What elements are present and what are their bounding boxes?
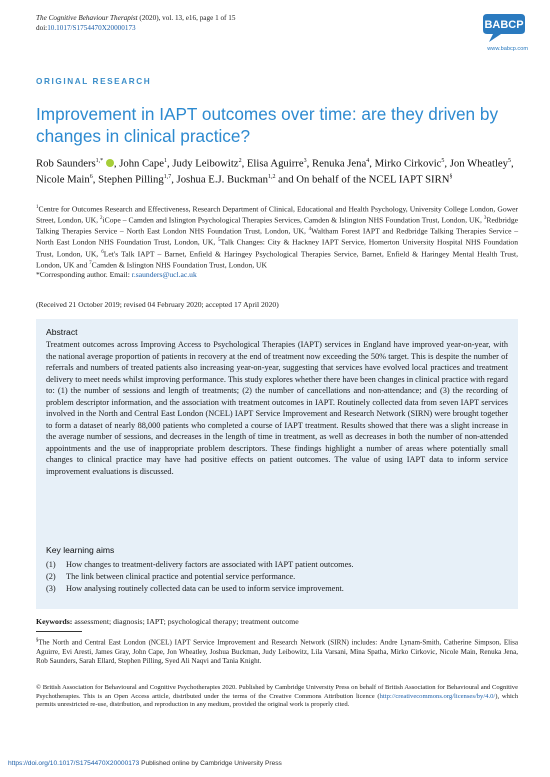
abstract-heading: Abstract bbox=[46, 327, 78, 337]
affil-sup: 1 bbox=[36, 205, 39, 210]
author-name[interactable]: Jon Wheatley bbox=[449, 157, 509, 170]
author-affil-sup: 3 bbox=[303, 158, 307, 164]
author-name[interactable]: Judy Leibowitz bbox=[172, 157, 239, 170]
keywords-label: Keywords: bbox=[36, 617, 73, 626]
abstract-text: Treatment outcomes across Improving Access to Psychological Therapies (IAPT) services in England have improved year-on-year, with the national average proportion of patients in recovery at the end of treatment now exceeding the 50% target. This is despite the number of referrals and numbers of treated patients also increasing year-on-year, suggesting that services have evolved local practices and treatment delivery to meet needs whilst improving performance. This study explores whether there have been changes in clinical practice with regard to: (1) the number of sessions and length of treatments; (2) the number of cancellations and non-attendance; and (3) the recording of problem descriptor information, and the association with treatment outcomes in IAPT. Routinely collected data from seven IAPT services involved in the North and Central East London (NCEL) IAPT Service Improvement and Research Network (SIRN) were brought together to form a dataset of nearly 88,000 patients who completed a course of IAPT treatment. Results showed that there was a slight increase in the average number of sessions, and decreases in the length of time in treatment, as well as decreases in both the number of non-attended appointments and the use of inappropriate problem descriptors. These findings highlight a number of areas where potentially small changes to clinical practice may have had positive effects on patient outcomes. The value of using IAPT data to inform service improvement evaluations is discussed. bbox=[46, 340, 509, 476]
affiliation: Camden & Islington NHS Foundation Trust, London, UK bbox=[91, 260, 267, 270]
babcp-logo bbox=[481, 12, 527, 44]
affil-sup: 3 bbox=[483, 216, 487, 222]
author-name[interactable]: Rob Saunders bbox=[36, 157, 96, 170]
affiliation: Centre for Outcomes Research and Effectiveness, Research Department of Clinical, Educational and Health Psychology, University College London, Gower Street, London, UK, bbox=[36, 204, 518, 225]
author-affil-sup: 6 bbox=[89, 173, 93, 180]
footnote-sup: § bbox=[36, 638, 39, 643]
logo-text: BABCP bbox=[484, 19, 524, 31]
affiliation: Waltham Forest IAPT and Redbridge Talking Therapies Service – North East London NHS Foundation Trust, London, UK, bbox=[36, 226, 519, 247]
authors-tail: and On behalf of the NCEL IAPT SIRN bbox=[278, 173, 450, 186]
author-name[interactable]: Nicole Main bbox=[36, 173, 90, 186]
affil-sup: 6 bbox=[101, 249, 104, 255]
keywords bbox=[36, 617, 299, 626]
list-text: The link between clinical practice and potential service performance. bbox=[66, 572, 296, 581]
author-affil-sup: 5 bbox=[508, 158, 512, 164]
keywords-text: assessment; diagnosis; IAPT; psychological therapy; treatment outcome bbox=[74, 617, 299, 626]
license-text-end: ), which permits unrestricted re-use, distribution, and reproduction in any medium, provided the original work is properly cited. bbox=[36, 692, 519, 709]
author-affil-sup: 5 bbox=[441, 158, 445, 164]
journal-volume: (2020), vol. 13, e16, page 1 of 15 bbox=[139, 14, 236, 22]
bottom-doi-link[interactable]: https://doi.org/10.1017/S1754470X20000173 bbox=[8, 760, 140, 767]
article-title: Improvement in IAPT outcomes over time: are they driven by changes in clinical practice? bbox=[36, 104, 499, 146]
section-label: ORIGINAL RESEARCH bbox=[36, 77, 152, 86]
list-item bbox=[46, 559, 508, 571]
authors-tail-sup: § bbox=[449, 173, 453, 180]
list-number: (2) bbox=[46, 572, 56, 581]
affiliation: Talk Changes: City & Hackney IAPT Service, Homerton University Hospital NHS Foundation Trust, London, UK, bbox=[36, 237, 519, 259]
license-link[interactable]: http://creativecommons.org/licenses/by/4.0/ bbox=[379, 692, 496, 700]
affil-sup: 5 bbox=[218, 238, 221, 244]
author-affil-sup: 1,2 bbox=[267, 173, 276, 180]
author-name[interactable]: John Cape bbox=[119, 157, 165, 170]
author-name[interactable]: Elisa Aguirre bbox=[246, 157, 304, 170]
footnote-text: The North and Central East London (NCEL) IAPT Service Improvement and Research Network (SIRN) includes: Andre Lynam-Smith, Catherine Simpson, Elisa Aguirre, Evi Aresti, James Gray, John Cape, Jon Wheatley, Joshua Buckman, Judy Leibowitz, Lila Varsani, Mina Spatha, Mirko Cirkovic, Nicole Main, Renuka Jena, Rob Saunders, Sarah Ellard, Stephen Pilling, Syed Ali Naqvi and Tania Knight. bbox=[36, 638, 518, 666]
author-affil-sup: 4 bbox=[366, 158, 370, 164]
bottom-published-text: Published online by Cambridge University Press bbox=[141, 760, 282, 767]
author-name[interactable]: Renuka Jena bbox=[311, 157, 367, 170]
author-name[interactable]: Mirko Cirkovic bbox=[374, 157, 442, 170]
received-dates: (Received 21 October 2019; revised 04 February 2020; accepted 17 April 2020) bbox=[36, 300, 279, 309]
affil-sup: 7 bbox=[89, 260, 92, 266]
list-number: (1) bbox=[46, 560, 56, 569]
key-learning-aims-list bbox=[46, 559, 508, 595]
license-text: © British Association for Behavioural and Cognitive Psychotherapies 2020. Published by Cambridge University Press on behalf of British Association for Behavioural and Cognitive Psychotherapies. This is an Open Access article, distributed under the terms of the Creative Commons Attribution licence ( bbox=[36, 684, 518, 700]
author-list: Rob Saunders$^{1,*}$ , John Cape$^1$, Judy Leibowitz$^2$, Elisa Aguirre$^3$, Renuka Jena$^4$, Mirko Cirkovic$^5$, Jon Wheatley$^5$, Nicole Main$^6$, Stephen Pilling$^{1,7}$, Joshua E.J. Buckman$^{1,2}$ and On behalf of the NCEL IAPT SIRN§ bbox=[36, 157, 514, 186]
list-number: (3) bbox=[46, 584, 56, 593]
footnote-divider bbox=[36, 631, 82, 632]
author-affil-sup: 1 bbox=[164, 158, 168, 164]
author-name[interactable]: Joshua E.J. Buckman bbox=[176, 173, 268, 186]
key-learning-aims-heading: Key learning aims bbox=[46, 545, 115, 555]
affiliation: Let's Talk IAPT – Barnet, Enfield & Haringey Psychological Therapies Service, Barnet, Enfield & Haringey Mental Health Trust, London, UK and bbox=[36, 249, 518, 270]
list-item bbox=[46, 583, 508, 595]
journal-citation bbox=[36, 14, 235, 23]
affil-sup: 2 bbox=[100, 216, 103, 222]
doi-prefix: doi: bbox=[36, 24, 48, 32]
author-affil-sup: 1, bbox=[95, 158, 101, 164]
logo-website[interactable]: www.babcp.com bbox=[487, 46, 528, 52]
author-name[interactable]: Stephen Pilling bbox=[98, 173, 164, 186]
license-notice bbox=[36, 684, 518, 710]
list-text: How analysing routinely collected data can be used to inform service improvement. bbox=[66, 584, 344, 593]
corresponding-label: *Corresponding author. Email: bbox=[36, 269, 130, 279]
affiliation: Redbridge Talking Therapies Service – North East London NHS Foundation Trust, London, UK, bbox=[36, 215, 519, 236]
author-affil-sup: 2 bbox=[238, 158, 242, 164]
affiliation: iCope – Camden and Islington Psychological Therapies Services, Camden & Islington NHS Foundation Trust, London, UK, bbox=[102, 215, 482, 225]
list-item bbox=[46, 571, 508, 583]
doi-line bbox=[36, 24, 136, 32]
journal-name: The Cognitive Behaviour Therapist bbox=[36, 14, 138, 22]
affiliations bbox=[36, 203, 518, 279]
author-affil-sup: 1,7 bbox=[163, 173, 172, 180]
corresponding-star: * bbox=[100, 158, 104, 164]
affil-sup: 4 bbox=[308, 227, 312, 233]
footnote bbox=[36, 636, 518, 667]
corresponding-email[interactable]: r.saunders@ucl.ac.uk bbox=[131, 269, 197, 279]
orcid-icon[interactable] bbox=[106, 159, 114, 167]
doi-link[interactable]: 10.1017/S1754470X20000173 bbox=[47, 24, 136, 32]
list-text: How changes to treatment-delivery factors are associated with IAPT patient outcomes. bbox=[66, 560, 354, 569]
bottom-doi-line bbox=[8, 760, 282, 767]
